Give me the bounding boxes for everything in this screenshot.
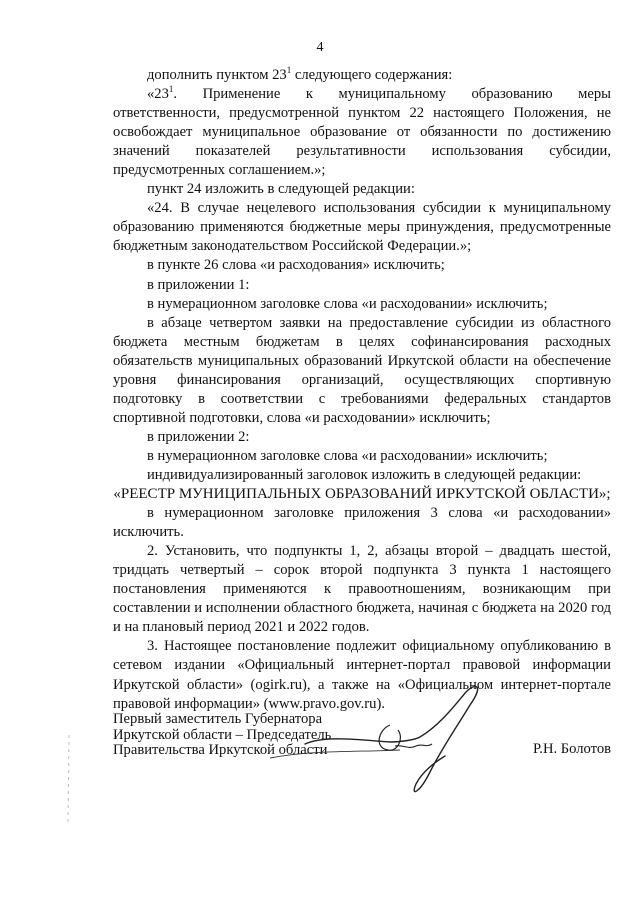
signatory-position-line: Иркутской области – Председатель	[113, 726, 332, 743]
paragraph: в пункте 26 слова «и расходования» исключить;	[147, 257, 445, 274]
paragraph: в нумерационном заголовке слова «и расходовании» исключить;	[147, 295, 548, 312]
paragraph: дополнить пунктом $23^1$ следующего содержания:	[147, 65, 453, 83]
paragraph: в абзаце четвертом заявки на предоставление субсидии из областного бюджета местным бюджетам в целях софинансирования расходных обязательств муниципальных образований Иркутской области на обеспечение уровня финансирования организаций, осуществляющих спортивную подготовку в соответствии с требованиями федеральных стандартов спортивной подготовки, слова «и расходовании» исключить;	[113, 314, 611, 426]
paragraph: в нумерационном заголовке приложения 3 слова «и расходовании» исключить.	[113, 505, 611, 541]
document-body	[113, 66, 611, 714]
paragraph: пункт 24 изложить в следующей редакции:	[147, 181, 415, 198]
signatory-position-line: Первый заместитель Губернатора	[113, 711, 323, 727]
paragraph: «$23^1$. Применение к муниципальному образованию меры ответственности, предусмотренной пунктом 22 настоящего Положения, не освобождает муниципальное образование от обязанности по достижению значений показателей результативности использования субсидии, предусмотренных соглашением.»;	[113, 84, 611, 179]
paragraph: «24. В случае нецелевого использования субсидии к муниципальному образованию применяются бюджетные меры принуждения, предусмотренные бюджетным законодательством Российской Федерации.»;	[113, 200, 611, 255]
handwritten-signature	[270, 680, 520, 800]
paragraph: в нумерационном заголовке слова «и расходовании» исключить;	[147, 447, 548, 464]
margin-mark	[66, 735, 72, 825]
paragraph: в приложении 1:	[147, 276, 250, 293]
paragraph: 3. Настоящее постановление подлежит официальному опубликованию в сетевом издании «Официальный интернет-портал правовой информации Иркутской области» (ogirk.ru), а также на «Официальном интернет-портале правовой информации» (www.pravo.gov.ru).	[113, 638, 611, 712]
signatory-position-line: Правительства Иркутской области	[113, 742, 328, 758]
paragraph: в приложении 2:	[147, 428, 250, 445]
page-number: 4	[316, 40, 324, 55]
signatory-name: Р.Н. Болотов	[533, 741, 612, 757]
paragraph: 2. Установить, что подпункты 1, 2, абзацы второй – двадцать шестой, тридцать четвертый – сорок второй подпункта 3 пункта 1 настоящего постановления применяются к правоотношениям, возникающим при составлении и исполнении областного бюджета, начиная с бюджета на 2020 год и на плановый период 2021 и 2022 годов.	[113, 543, 611, 636]
centered-title: «РЕЕСТР МУНИЦИПАЛЬНЫХ ОБРАЗОВАНИЙ ИРКУТСКОЙ ОБЛАСТИ»;	[113, 486, 611, 503]
paragraph: индивидуализированный заголовок изложить в следующей редакции:	[147, 466, 582, 483]
